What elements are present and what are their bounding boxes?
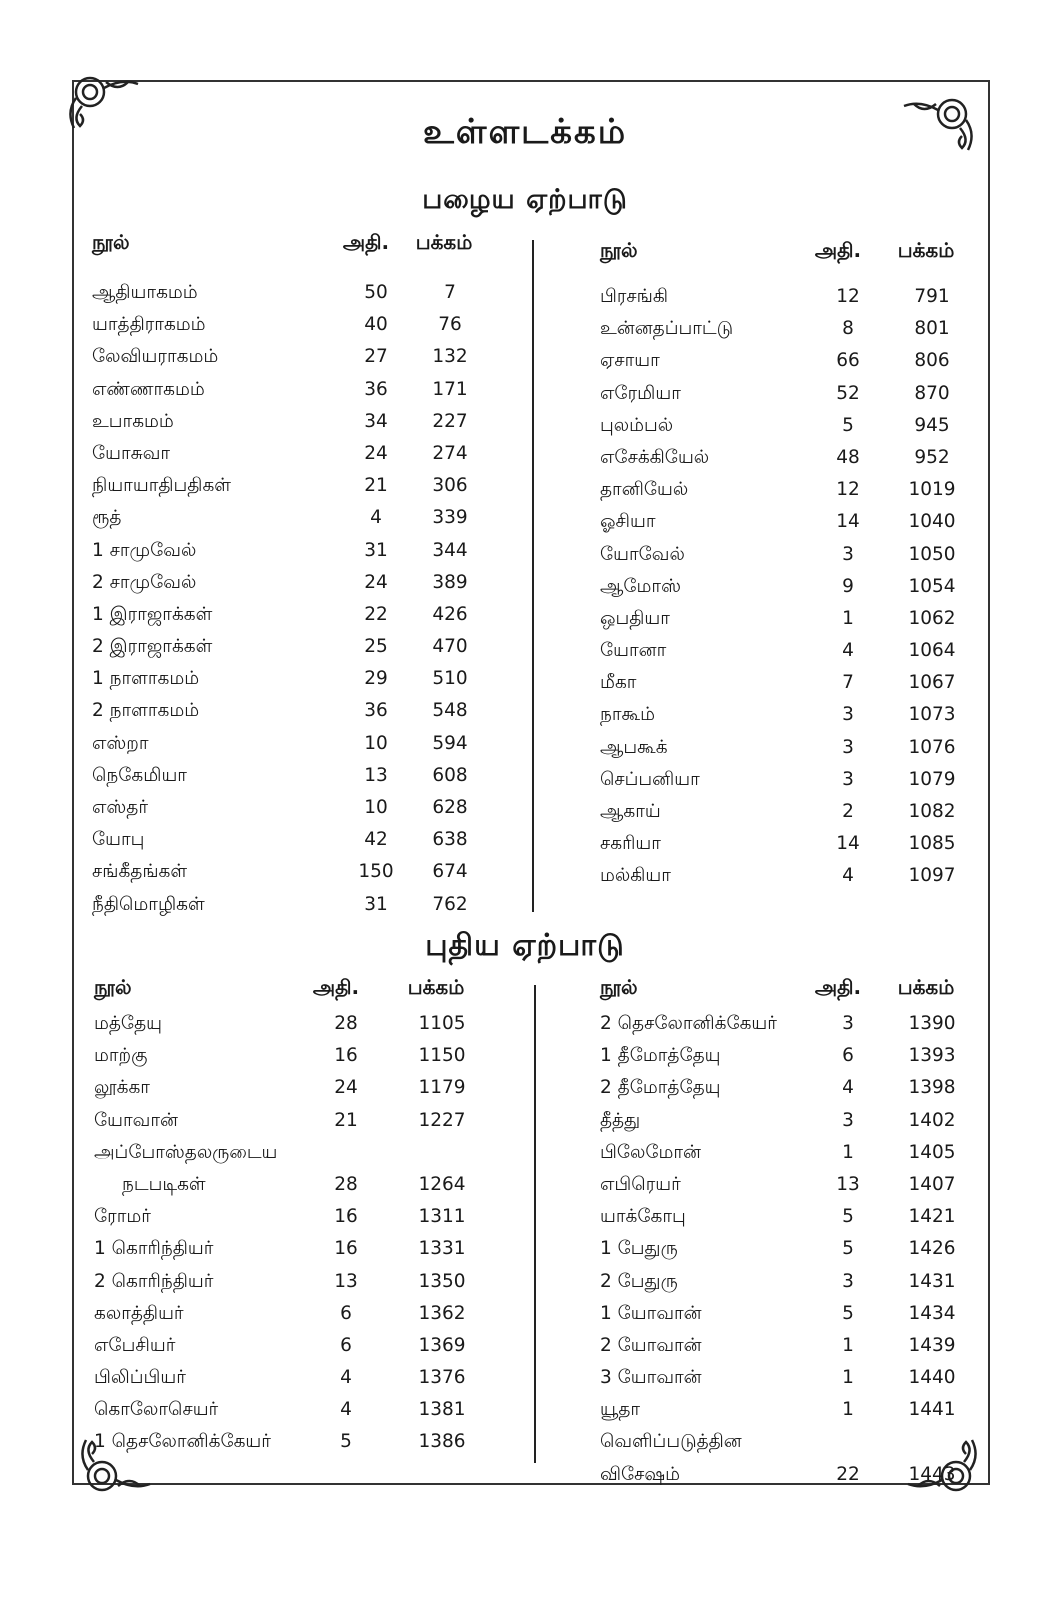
- book-name: 2 தீமோத்தேயு: [600, 1077, 721, 1099]
- page-number: 791: [914, 286, 950, 307]
- book-name: யோனா: [600, 640, 667, 662]
- book-name: எஸ்றா: [92, 732, 149, 754]
- chapter-count: 3: [842, 1270, 854, 1292]
- table-row: [600, 801, 980, 833]
- book-name: செப்பனியா: [600, 768, 700, 790]
- chapter-count: 5: [842, 1302, 854, 1324]
- chapter-count: 5: [340, 1431, 352, 1453]
- table-row: [600, 447, 980, 479]
- table-row: [92, 894, 522, 926]
- table-row: [92, 507, 522, 539]
- book-name: 1 நாளாகமம்: [92, 668, 200, 690]
- header-book: நூல்: [94, 975, 132, 999]
- table-row: [92, 346, 522, 378]
- header-chapters: அதி.: [342, 230, 390, 254]
- page-number: 510: [432, 668, 468, 690]
- book-name: ரோமர்: [94, 1206, 151, 1228]
- table-row: [94, 1335, 524, 1367]
- header-chapters: அதி.: [312, 975, 360, 999]
- chapter-count: 24: [364, 442, 388, 464]
- header-page: பக்கம்: [407, 975, 465, 999]
- page-number: 806: [914, 350, 950, 372]
- table-row: [600, 1335, 980, 1367]
- table-row: [92, 379, 522, 411]
- chapter-count: 1: [842, 1399, 854, 1421]
- book-name: வெளிப்படுத்தின: [600, 1431, 742, 1453]
- table-row: [600, 1431, 980, 1463]
- book-name: மாற்கு: [94, 1045, 148, 1067]
- chapter-count: 13: [364, 764, 388, 786]
- page-number: 945: [914, 414, 950, 436]
- chapter-count: 13: [836, 1173, 860, 1195]
- page-number: 594: [432, 732, 468, 754]
- page-number: 1264: [418, 1173, 466, 1195]
- page-number: 1398: [908, 1077, 956, 1099]
- new-testament-left-column: [94, 975, 524, 1464]
- chapter-count: 6: [842, 1045, 854, 1067]
- page-number: 1431: [908, 1270, 956, 1292]
- table-row: [92, 829, 522, 861]
- column-header: [94, 975, 524, 1013]
- table-row: [600, 286, 980, 318]
- book-name: 2 யோவான்: [600, 1334, 702, 1356]
- new-testament-right-column: [600, 975, 980, 1496]
- page-number: 389: [432, 571, 468, 593]
- book-name: எஸ்தர்: [92, 797, 149, 818]
- book-name: அப்போஸ்தலருடைய: [94, 1141, 278, 1163]
- chapter-count: 6: [340, 1302, 352, 1324]
- table-row: [600, 672, 980, 704]
- chapter-count: 42: [364, 829, 388, 851]
- column-divider: [534, 985, 536, 1463]
- table-row: [92, 765, 522, 797]
- table-row: [600, 576, 980, 608]
- chapter-count: 4: [370, 507, 382, 529]
- page-number: 171: [432, 378, 468, 400]
- book-name: 1 யோவான்: [600, 1302, 702, 1324]
- book-name: தீத்து: [600, 1109, 641, 1131]
- page-number: 1441: [908, 1399, 956, 1421]
- table-row: [600, 1399, 980, 1431]
- table-row: [600, 833, 980, 865]
- chapter-count: 22: [364, 603, 388, 625]
- header-chapters: அதி.: [814, 238, 862, 262]
- header-book: நூல்: [92, 230, 130, 254]
- page-title: உள்ளடக்கம்: [422, 112, 628, 152]
- table-row: [94, 1367, 524, 1399]
- page-number: 870: [914, 382, 950, 404]
- book-name: தானியேல்: [600, 479, 689, 501]
- book-name: 2 சாமுவேல்: [92, 571, 197, 593]
- book-name: ரூத்: [92, 507, 122, 529]
- chapter-count: 4: [842, 640, 854, 662]
- table-row: [92, 733, 522, 765]
- page-number: 1062: [908, 607, 956, 629]
- page-number: 1386: [418, 1431, 466, 1453]
- page-number: 628: [432, 797, 468, 818]
- chapter-count: 5: [842, 414, 854, 436]
- chapter-count: 5: [842, 1238, 854, 1260]
- book-name: யோபு: [92, 829, 145, 851]
- chapter-count: 10: [364, 797, 388, 818]
- table-row: [600, 1045, 980, 1077]
- column-header: [92, 230, 522, 282]
- page-number: 1393: [908, 1045, 956, 1067]
- page-number: 1064: [908, 640, 956, 662]
- new-testament-title: புதிய ஏற்பாடு: [425, 928, 625, 963]
- chapter-count: 31: [364, 539, 388, 561]
- chapter-count: 4: [340, 1367, 352, 1389]
- table-row: [600, 1238, 980, 1270]
- book-name: புலம்பல்: [600, 414, 674, 436]
- book-name: உபாகமம்: [92, 410, 174, 432]
- table-row: [600, 1206, 980, 1238]
- page-number: 227: [432, 410, 468, 432]
- chapter-count: 27: [364, 346, 388, 368]
- table-row: [600, 608, 980, 640]
- table-row: [94, 1110, 524, 1142]
- table-row: [600, 415, 980, 447]
- page-number: 1350: [418, 1270, 466, 1292]
- chapter-count: 2: [842, 801, 854, 822]
- book-name: பிலிப்பியர்: [94, 1367, 186, 1389]
- chapter-count: 48: [836, 446, 860, 468]
- chapter-count: 1: [842, 1367, 854, 1389]
- table-row: [92, 475, 522, 507]
- page-number: 1227: [418, 1109, 466, 1131]
- book-name: 1 பேதுரு: [600, 1238, 678, 1260]
- page-number: 1067: [908, 672, 956, 694]
- book-name: மல்கியா: [600, 865, 671, 887]
- table-row: [92, 797, 522, 829]
- book-name: 1 தீமோத்தேயு: [600, 1045, 721, 1067]
- book-name: ஓசியா: [600, 511, 656, 533]
- page-number: 1179: [418, 1077, 466, 1099]
- chapter-count: 1: [842, 1334, 854, 1356]
- page-number: 1331: [418, 1238, 466, 1260]
- chapter-count: 7: [842, 672, 854, 694]
- page-number: 7: [444, 282, 456, 303]
- page-number: 1019: [908, 479, 956, 501]
- page-number: 1073: [908, 704, 956, 726]
- page-number: 1381: [418, 1399, 466, 1421]
- table-row: [92, 411, 522, 443]
- table-row: [94, 1142, 524, 1174]
- page-number: 344: [432, 539, 468, 561]
- book-name: லூக்கா: [94, 1077, 150, 1099]
- table-row: [92, 700, 522, 732]
- table-row: [600, 865, 980, 897]
- page-number: 1097: [908, 865, 956, 887]
- chapter-count: 8: [842, 318, 854, 340]
- chapter-count: 3: [842, 704, 854, 726]
- chapter-count: 3: [842, 1109, 854, 1131]
- column-header: [600, 238, 980, 286]
- chapter-count: 12: [836, 286, 860, 307]
- book-name: எசேக்கியேல்: [600, 446, 710, 468]
- chapter-count: 13: [334, 1270, 358, 1292]
- book-name: யூதா: [600, 1399, 641, 1421]
- book-name: எண்ணாகமம்: [92, 378, 205, 400]
- table-row: [600, 1110, 980, 1142]
- header-chapters: அதி.: [814, 975, 862, 999]
- book-name: நீதிமொழிகள்: [92, 893, 205, 915]
- table-row: [94, 1077, 524, 1109]
- table-row: [600, 544, 980, 576]
- page-number: 1405: [908, 1141, 956, 1163]
- page-number: 1443: [908, 1463, 956, 1485]
- book-name: 2 தெசலோனிக்கேயர்: [600, 1013, 777, 1034]
- book-name: சங்கீதங்கள்: [92, 861, 188, 883]
- chapter-count: 28: [334, 1013, 358, 1034]
- book-name: எபேசியர்: [94, 1334, 176, 1356]
- old-testament-right-column: [600, 238, 980, 898]
- chapter-count: 4: [340, 1399, 352, 1421]
- table-row: [94, 1238, 524, 1270]
- page-number: 674: [432, 861, 468, 883]
- chapter-count: 4: [842, 865, 854, 887]
- header-book: நூல்: [600, 238, 638, 262]
- table-row: [600, 1077, 980, 1109]
- page-number: 1407: [908, 1173, 956, 1195]
- page-number: 1311: [418, 1206, 466, 1228]
- table-row: [600, 383, 980, 415]
- book-name: ஆபகூக்: [600, 736, 668, 758]
- page-number: 76: [438, 314, 462, 336]
- header-page: பக்கம்: [415, 230, 473, 254]
- book-name: கொலோசெயர்: [94, 1399, 219, 1421]
- old-testament-title: பழைய ஏற்பாடு: [422, 184, 628, 215]
- chapter-count: 3: [842, 1013, 854, 1034]
- table-row: [92, 668, 522, 700]
- page-number: 132: [432, 346, 468, 368]
- table-row: [94, 1271, 524, 1303]
- table-row: [600, 350, 980, 382]
- book-name: யாக்கோபு: [600, 1206, 686, 1228]
- table-row: [92, 572, 522, 604]
- table-row: [600, 1174, 980, 1206]
- chapter-count: 5: [842, 1206, 854, 1228]
- book-name: 2 பேதுரு: [600, 1270, 678, 1292]
- chapter-count: 28: [334, 1173, 358, 1195]
- page-number: 608: [432, 764, 468, 786]
- book-name: பிரசங்கி: [600, 286, 669, 307]
- book-name: எரேமியா: [600, 382, 681, 404]
- page-number: 339: [432, 507, 468, 529]
- book-name: 1 தெசலோனிக்கேயர்: [94, 1431, 271, 1453]
- table-row: [94, 1431, 524, 1463]
- page-number: 1076: [908, 736, 956, 758]
- chapter-count: 1: [842, 1141, 854, 1163]
- table-row: [600, 1303, 980, 1335]
- page-number: 1376: [418, 1367, 466, 1389]
- page-number: 1369: [418, 1334, 466, 1356]
- page-number: 306: [432, 475, 468, 497]
- table-row: [600, 640, 980, 672]
- page-number: 470: [432, 636, 468, 658]
- page-number: 1150: [418, 1045, 466, 1067]
- chapter-count: 24: [334, 1077, 358, 1099]
- page-number: 762: [432, 893, 468, 915]
- chapter-count: 6: [340, 1334, 352, 1356]
- table-row: [600, 769, 980, 801]
- chapter-count: 9: [842, 575, 854, 597]
- book-name: யோவான்: [94, 1109, 178, 1131]
- book-name: உன்னதப்பாட்டு: [600, 318, 734, 340]
- page-number: 548: [432, 700, 468, 722]
- table-row: [600, 511, 980, 543]
- book-name: நடபடிகள்: [122, 1173, 206, 1195]
- table-row: [92, 861, 522, 893]
- header-book: நூல்: [600, 975, 638, 999]
- page-number: 638: [432, 829, 468, 851]
- book-name: பிலேமோன்: [600, 1141, 701, 1163]
- chapter-count: 3: [842, 543, 854, 565]
- chapter-count: 12: [836, 479, 860, 501]
- chapter-count: 36: [364, 700, 388, 722]
- book-name: கலாத்தியர்: [94, 1302, 184, 1324]
- table-row: [600, 1464, 980, 1496]
- page-number: 1054: [908, 575, 956, 597]
- book-name: 3 யோவான்: [600, 1367, 702, 1389]
- book-name: லேவியராகமம்: [92, 346, 219, 368]
- page-number: 1050: [908, 543, 956, 565]
- page-number: 1402: [908, 1109, 956, 1131]
- page-number: 1421: [908, 1206, 956, 1228]
- table-row: [94, 1013, 524, 1045]
- book-name: யாத்திராகமம்: [92, 314, 206, 336]
- chapter-count: 21: [334, 1109, 358, 1131]
- chapter-count: 14: [836, 511, 860, 533]
- table-row: [600, 1367, 980, 1399]
- chapter-count: 31: [364, 893, 388, 915]
- book-name: ஆதியாகமம்: [92, 282, 198, 303]
- book-name: 2 இராஜாக்கள்: [92, 636, 213, 658]
- book-name: நாகூம்: [600, 704, 655, 726]
- book-name: நியாயாதிபதிகள்: [92, 475, 231, 497]
- chapter-count: 4: [842, 1077, 854, 1099]
- chapter-count: 10: [364, 732, 388, 754]
- book-name: 1 கொரிந்தியர்: [94, 1238, 214, 1260]
- book-name: விசேஷம்: [600, 1463, 681, 1485]
- table-row: [92, 314, 522, 346]
- page-number: 1082: [908, 801, 956, 822]
- page-number: 801: [914, 318, 950, 340]
- table-row: [94, 1174, 524, 1206]
- page-number: 1440: [908, 1367, 956, 1389]
- header-page: பக்கம்: [897, 238, 955, 262]
- chapter-count: 14: [836, 833, 860, 855]
- table-row: [600, 1142, 980, 1174]
- page-number: 1434: [908, 1302, 956, 1324]
- column-header: [600, 975, 980, 1013]
- old-testament-left-column: [92, 230, 522, 926]
- book-name: சகரியா: [600, 833, 661, 855]
- page-number: 1390: [908, 1013, 956, 1034]
- table-row: [600, 1271, 980, 1303]
- chapter-count: 16: [334, 1206, 358, 1228]
- book-name: எபிரெயர்: [600, 1173, 681, 1195]
- table-row: [600, 704, 980, 736]
- book-name: மீகா: [600, 672, 637, 694]
- table-row: [92, 636, 522, 668]
- book-name: ஏசாயா: [600, 350, 660, 372]
- page-number: 426: [432, 603, 468, 625]
- page-number: 1439: [908, 1334, 956, 1356]
- page-number: 1040: [908, 511, 956, 533]
- table-row: [600, 479, 980, 511]
- chapter-count: 66: [836, 350, 860, 372]
- book-name: நெகேமியா: [92, 764, 187, 786]
- table-row: [600, 1013, 980, 1045]
- page-number: 952: [914, 446, 950, 468]
- book-name: யோவேல்: [600, 543, 685, 565]
- chapter-count: 3: [842, 768, 854, 790]
- chapter-count: 36: [364, 378, 388, 400]
- chapter-count: 25: [364, 636, 388, 658]
- table-row: [94, 1399, 524, 1431]
- table-row: [600, 737, 980, 769]
- chapter-count: 21: [364, 475, 388, 497]
- table-row: [94, 1045, 524, 1077]
- chapter-count: 40: [364, 314, 388, 336]
- table-row: [94, 1303, 524, 1335]
- chapter-count: 52: [836, 382, 860, 404]
- page-number: 274: [432, 442, 468, 464]
- header-page: பக்கம்: [897, 975, 955, 999]
- column-divider: [532, 240, 534, 912]
- page-number: 1105: [418, 1013, 466, 1034]
- book-name: 1 சாமுவேல்: [92, 539, 197, 561]
- page-number: 1362: [418, 1302, 466, 1324]
- table-row: [600, 318, 980, 350]
- table-row: [94, 1206, 524, 1238]
- table-row: [92, 282, 522, 314]
- chapter-count: 150: [358, 861, 394, 883]
- table-row: [92, 540, 522, 572]
- page-number: 1079: [908, 768, 956, 790]
- chapter-count: 24: [364, 571, 388, 593]
- book-name: மத்தேயு: [94, 1013, 162, 1034]
- book-name: யோசுவா: [92, 442, 171, 464]
- chapter-count: 34: [364, 410, 388, 432]
- book-name: 1 இராஜாக்கள்: [92, 603, 213, 625]
- book-name: ஒபதியா: [600, 607, 670, 629]
- table-row: [92, 443, 522, 475]
- chapter-count: 1: [842, 607, 854, 629]
- page-number: 1085: [908, 833, 956, 855]
- book-name: 2 நாளாகமம்: [92, 700, 200, 722]
- chapter-count: 22: [836, 1463, 860, 1485]
- chapter-count: 16: [334, 1045, 358, 1067]
- book-name: ஆகாய்: [600, 801, 661, 822]
- book-name: ஆமோஸ்: [600, 575, 681, 597]
- page-number: 1426: [908, 1238, 956, 1260]
- book-name: 2 கொரிந்தியர்: [94, 1270, 214, 1292]
- chapter-count: 29: [364, 668, 388, 690]
- chapter-count: 50: [364, 282, 388, 303]
- chapter-count: 16: [334, 1238, 358, 1260]
- chapter-count: 3: [842, 736, 854, 758]
- table-row: [92, 604, 522, 636]
